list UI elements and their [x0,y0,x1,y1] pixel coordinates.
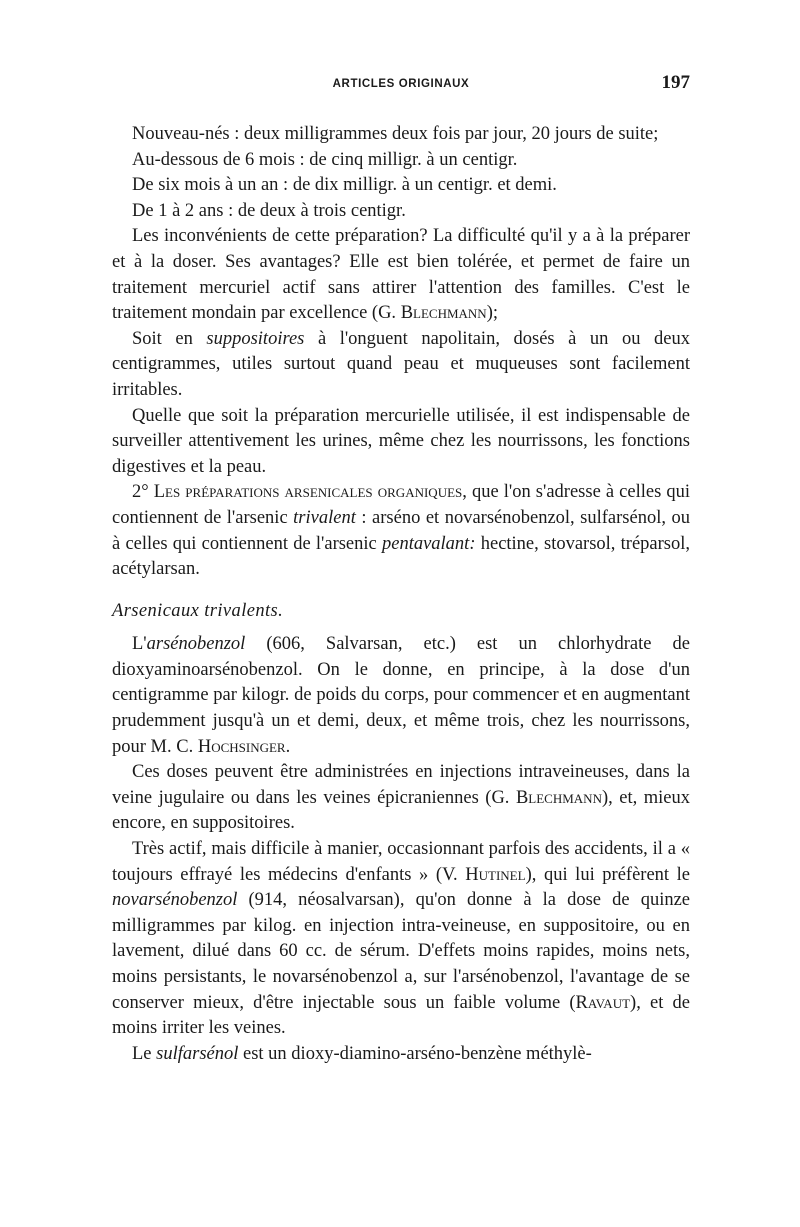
author-name: Hutinel [465,864,526,885]
emphasis: pentavalant: [381,533,476,554]
paragraph-doses [112,760,690,837]
paragraph-sulfarsenol [112,1042,690,1068]
text-run: (914, néosalvarsan), qu'on donne à la dose de quinze milligrammes par kilog. en injection intra-veineuse, en suppositoire, ou en lavement, dilué dans 60 cc. de sérum. D'effets moins rapides, moins nets, moins persistants, le novarsénobenzol a, sur l'arsénobenzol, l'avantage de se conserver mieux, d'être injectable sous un faible volume ( [112,890,690,1013]
text-run: L' [132,634,147,655]
text-run: est un dioxy-diamino-arséno-benzène méthylè- [238,1043,592,1064]
text-run: Le [132,1043,157,1064]
emphasis: arsénobenzol [146,634,246,655]
text-run: ); [486,303,499,324]
text-run: : arséno et novarsénobenzol, sulfarsénol, ou à celles qui contiennent de l'arsenic [112,507,690,554]
paragraph-suppositoires [112,327,690,404]
paragraph-six-months-to-one-year: De six mois à un an : de dix milligr. à un centigr. et demi. [132,175,557,196]
text-run: Les inconvénients de cette préparation? La difficulté qu'il y a à la préparer et à la doser. Ses avantages? Elle est bien tolérée, et permet de faire un traitement mercuriel actif sans attirer l'attention des familles. C'est le traitement mondain par excellence (G. [112,226,690,324]
paragraph-under-six-months: Au-dessous de 6 mois : de cinq milligr. à un centigr. [132,149,518,170]
text-run: ), et de moins irriter les veines. [112,992,690,1039]
section-heading: Arsenicaux trivalents. [112,600,284,621]
paragraph-arsenicales [112,480,690,582]
text-run: ), et, mieux encore, en suppositoires. [112,787,690,834]
emphasis: trivalent [293,507,356,528]
text-run: hectine, stovarsol, tréparsol, acétylarsan. [112,533,691,580]
emphasis: sulfarsénol [156,1043,239,1064]
text-run: (606, Salvarsan, etc.) est un chlorhydrate de dioxyaminoarsénobenzol. On le donne, en principe, à la dose d'un centigramme par kilogr. de poids du corps, pour commencer et en augmentant prudemment jusqu'à un et demi, deux, et même trois, chez les nourrissons, pour M. C. [112,634,690,757]
text-run: . [285,736,291,757]
author-name: Ravaut [575,992,631,1013]
running-title: ARTICLES ORIGINAUX [332,78,470,90]
author-name: Blechmann [400,303,487,324]
text-run: ), qui lui préfèrent le [525,864,690,885]
small-caps-heading: Les préparations arsenicales organiques [153,482,463,503]
paragraph-one-to-two-years: De 1 à 2 ans : de deux à trois centigr. [132,200,406,221]
text-run: Soit en [132,328,207,349]
page-number: 197 [661,72,690,93]
text-body [112,122,690,1067]
text-run: Très actif, mais difficile à manier, occasionnant parfois des accidents, il a « toujours effrayé les médecins d'enfants » (V. [112,839,690,885]
paragraph-newborn-dose: Nouveau-nés : deux milligrammes deux fois par jour, 20 jours de suite; [132,124,659,144]
item-number: 2° [132,482,149,503]
emphasis: suppositoires [206,328,305,349]
paragraph-arsenobenzol [112,632,690,760]
text-run: , que l'on s'adresse à celles qui contiennent de l'arsenic [112,482,690,528]
paragraph-inconvenients [112,224,690,326]
emphasis: novarsénobenzol [112,890,238,911]
book-page [112,70,690,1067]
text-run: à l'onguent napolitain, dosés à un ou deux centigrammes, utiles surtout quand peau et muqueuses sont facilement irritables. [112,328,690,400]
author-name: Blechmann [515,787,602,808]
paragraph-novarsenobenzol [112,837,690,1042]
text-run: Ces doses peuvent être administrées en injections intraveineuses, dans la veine jugulaire ou dans les veines épicraniennes (G. [112,762,690,808]
author-name: Hochsinger [197,736,286,757]
running-header [112,70,690,104]
paragraph-surveillance: Quelle que soit la préparation mercurielle utilisée, il est indispensable de surveiller attentivement les urines, même chez les nourrissons, les fonctions digestives et la peau. [112,405,690,477]
